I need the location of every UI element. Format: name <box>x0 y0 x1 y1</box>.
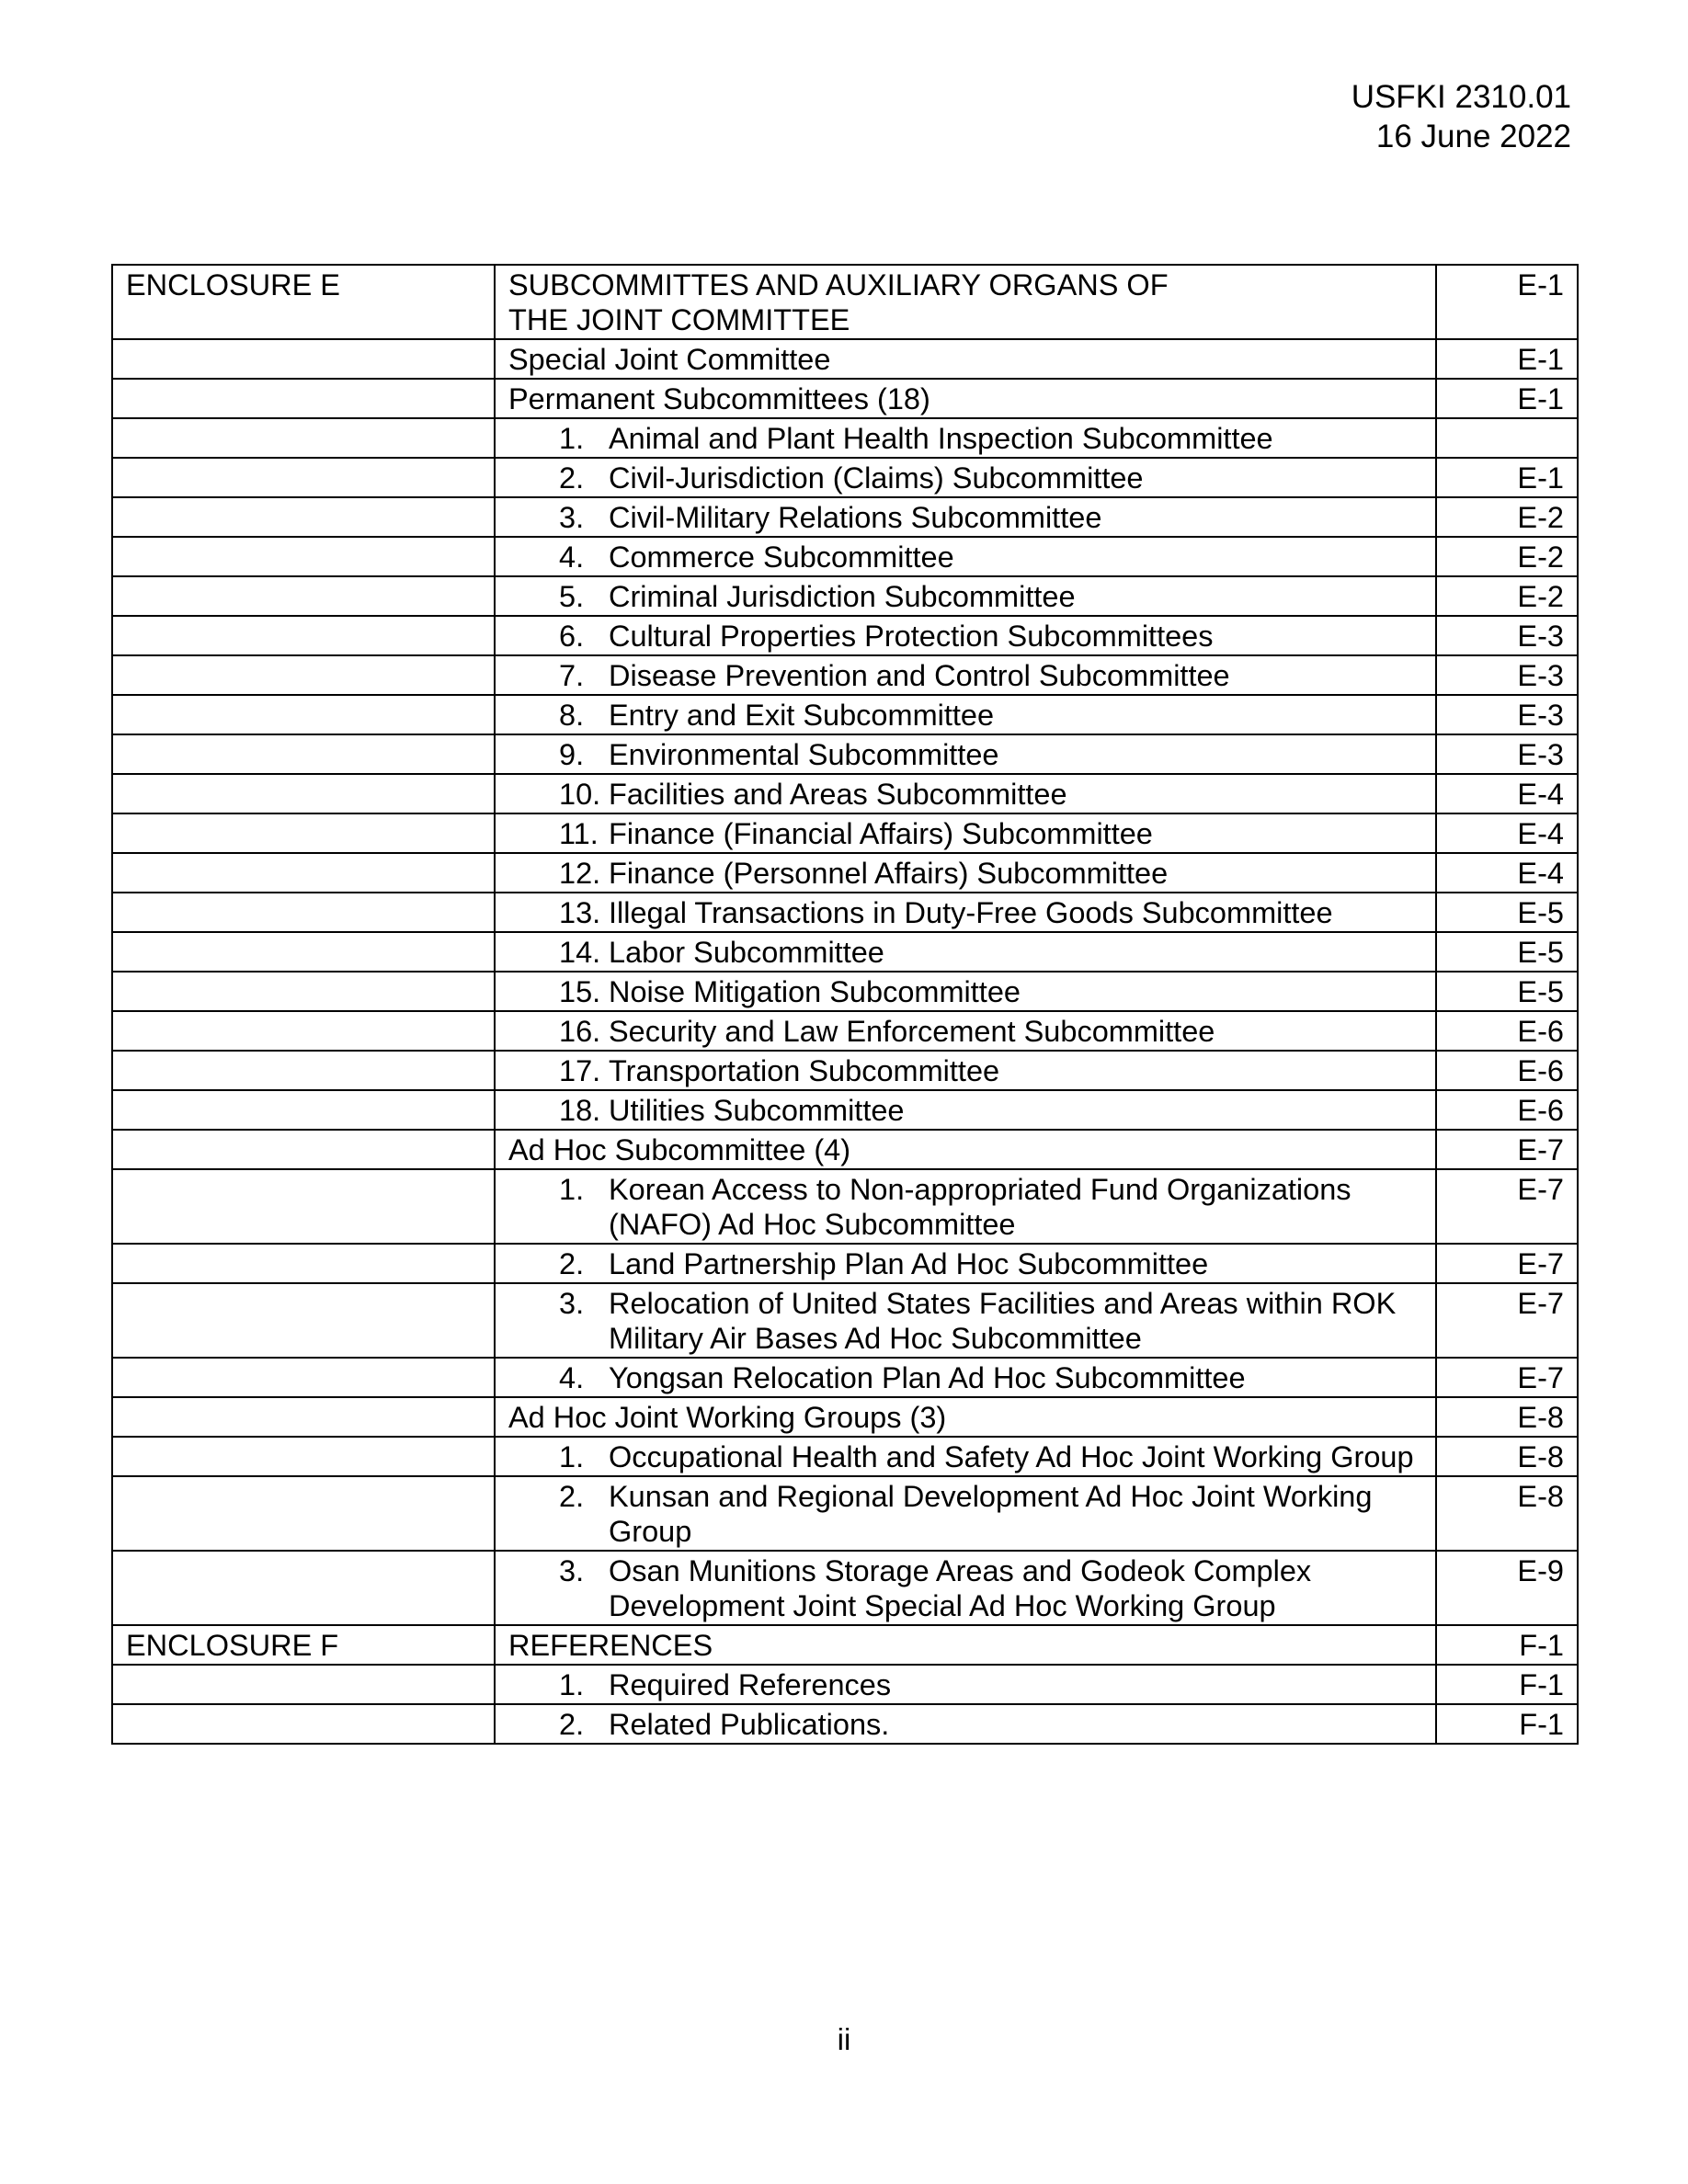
toc-enclosure-cell <box>112 1169 495 1244</box>
toc-page-cell: F-1 <box>1436 1704 1578 1744</box>
toc-enclosure-cell <box>112 774 495 813</box>
toc-entry-number: 14. <box>559 936 601 969</box>
toc-title-cell <box>495 1358 1436 1397</box>
toc-entry-number: 9. <box>559 738 585 771</box>
toc-enclosure-cell <box>112 576 495 616</box>
toc-enclosure-cell <box>112 1704 495 1744</box>
toc-entry-title: Environmental Subcommittee <box>609 738 999 771</box>
toc-enclosure-cell <box>112 695 495 734</box>
toc-enclosure-cell <box>112 616 495 655</box>
toc-row <box>112 1130 1578 1169</box>
toc-row <box>112 1169 1578 1244</box>
toc-entry <box>508 1286 1422 1356</box>
toc-page-cell <box>1436 418 1578 458</box>
toc-entry <box>508 1053 1422 1088</box>
toc-entry-title: Noise Mitigation Subcommittee <box>609 975 1021 1008</box>
toc-entry-number: 1. <box>559 422 585 455</box>
toc-entry-number: 13. <box>559 896 601 929</box>
toc-entry-number: 6. <box>559 620 585 653</box>
toc-entry-title: Korean Access to Non-appropriated Fund Organizations (NAFO) Ad Hoc Subcommittee <box>609 1173 1352 1241</box>
toc-section-title: Permanent Subcommittees (18) <box>508 382 930 415</box>
toc-entry <box>508 974 1422 1009</box>
toc-page-cell: E-5 <box>1436 932 1578 972</box>
page-number: ii <box>837 2022 851 2056</box>
toc-entry <box>508 461 1422 495</box>
toc-entry <box>508 816 1422 851</box>
toc-enclosure-cell <box>112 1130 495 1169</box>
toc-entry <box>508 500 1422 535</box>
toc-entry-title: Relocation of United States Facilities and Areas within ROK Military Air Bases Ad Hoc Subcommittee <box>609 1287 1397 1355</box>
toc-entry <box>508 895 1422 930</box>
toc-entry <box>508 540 1422 574</box>
toc-enclosure-cell <box>112 972 495 1011</box>
toc-row <box>112 1437 1578 1476</box>
toc-page-cell: E-4 <box>1436 813 1578 853</box>
toc-entry-title: Commerce Subcommittee <box>609 540 954 574</box>
toc-row <box>112 1551 1578 1625</box>
toc-entry <box>508 1707 1422 1742</box>
toc-row <box>112 1704 1578 1744</box>
toc-entry <box>508 1553 1422 1623</box>
toc-page-cell: E-7 <box>1436 1283 1578 1358</box>
toc-title-cell <box>495 734 1436 774</box>
toc-page-cell: E-8 <box>1436 1397 1578 1437</box>
toc-entry-number: 18. <box>559 1094 601 1127</box>
toc-entry-number: 3. <box>559 501 585 534</box>
toc-page-cell: E-8 <box>1436 1476 1578 1551</box>
toc-title-cell <box>495 1551 1436 1625</box>
toc-enclosure-cell <box>112 497 495 537</box>
toc-enclosure-cell <box>112 932 495 972</box>
toc-page-cell: E-8 <box>1436 1437 1578 1476</box>
toc-title-cell <box>495 537 1436 576</box>
toc-row <box>112 1011 1578 1051</box>
toc-title-cell <box>495 265 1436 339</box>
toc-page-cell: E-2 <box>1436 576 1578 616</box>
toc-row <box>112 1476 1578 1551</box>
toc-entry-title: Related Publications. <box>609 1708 890 1741</box>
toc-row <box>112 932 1578 972</box>
toc-row <box>112 379 1578 418</box>
toc-enclosure-cell <box>112 813 495 853</box>
toc-page-cell: E-6 <box>1436 1011 1578 1051</box>
toc-row <box>112 418 1578 458</box>
toc-entry-number: 17. <box>559 1054 601 1087</box>
toc-title-cell <box>495 893 1436 932</box>
toc-entry-title: Land Partnership Plan Ad Hoc Subcommittee <box>609 1247 1209 1280</box>
toc-entry <box>508 658 1422 693</box>
toc-entry-title: Finance (Financial Affairs) Subcommittee <box>609 817 1153 850</box>
toc-page-cell: E-4 <box>1436 853 1578 893</box>
toc-entry <box>508 421 1422 456</box>
toc-title-cell <box>495 1625 1436 1665</box>
toc-title-cell <box>495 972 1436 1011</box>
toc-entry-title: Security and Law Enforcement Subcommittee <box>609 1015 1215 1048</box>
toc-enclosure-cell <box>112 1665 495 1704</box>
document-date: 16 June 2022 <box>1375 119 1571 154</box>
toc-enclosure-cell <box>112 1397 495 1437</box>
toc-entry-title: Cultural Properties Protection Subcommittees <box>609 620 1214 653</box>
toc-enclosure-cell <box>112 655 495 695</box>
toc-enclosure-cell <box>112 418 495 458</box>
toc-enclosure-cell: ENCLOSURE E <box>112 265 495 339</box>
toc-entry <box>508 1360 1422 1395</box>
toc-entry-number: 12. <box>559 857 601 890</box>
toc-entry-title: Yongsan Relocation Plan Ad Hoc Subcommittee <box>609 1361 1246 1394</box>
toc-enclosure-cell <box>112 1358 495 1397</box>
toc-enclosure-cell <box>112 339 495 379</box>
toc-title-cell <box>495 1437 1436 1476</box>
toc-enclosure-cell <box>112 1244 495 1283</box>
toc-entry-title: Civil-Military Relations Subcommittee <box>609 501 1102 534</box>
toc-entry-title: Occupational Health and Safety Ad Hoc Joint Working Group <box>609 1440 1414 1473</box>
toc-page-cell: E-5 <box>1436 893 1578 932</box>
toc-page-cell: F-1 <box>1436 1665 1578 1704</box>
toc-row <box>112 734 1578 774</box>
toc-title-cell <box>495 379 1436 418</box>
toc-row <box>112 265 1578 339</box>
toc-page-cell: E-7 <box>1436 1169 1578 1244</box>
toc-entry-title: Utilities Subcommittee <box>609 1094 905 1127</box>
toc-enclosure-cell <box>112 893 495 932</box>
toc-entry-number: 1. <box>559 1440 585 1473</box>
toc-entry <box>508 579 1422 614</box>
toc-enclosure-cell <box>112 853 495 893</box>
toc-page-cell: E-3 <box>1436 734 1578 774</box>
toc-page-cell: E-7 <box>1436 1130 1578 1169</box>
toc-entry-number: 1. <box>559 1668 585 1701</box>
toc-row <box>112 458 1578 497</box>
toc-title-cell <box>495 1169 1436 1244</box>
toc-title-cell <box>495 418 1436 458</box>
document-header <box>1352 77 1571 156</box>
toc-title-cell <box>495 576 1436 616</box>
toc-entry <box>508 1014 1422 1049</box>
toc-entry-title: Transportation Subcommittee <box>609 1054 1000 1087</box>
toc-enclosure-cell <box>112 379 495 418</box>
toc-page-cell: E-7 <box>1436 1244 1578 1283</box>
toc-entry <box>508 1172 1422 1242</box>
toc-row <box>112 972 1578 1011</box>
toc-title-cell <box>495 1090 1436 1130</box>
toc-page-cell: E-6 <box>1436 1090 1578 1130</box>
toc-title-cell <box>495 1704 1436 1744</box>
toc-entry <box>508 737 1422 772</box>
toc-row <box>112 339 1578 379</box>
toc-entry-number: 16. <box>559 1015 601 1048</box>
toc-page-cell: E-6 <box>1436 1051 1578 1090</box>
toc-enclosure-cell <box>112 1437 495 1476</box>
toc-title-cell <box>495 339 1436 379</box>
toc-entry-title: Entry and Exit Subcommittee <box>609 699 995 732</box>
toc-page-cell: E-9 <box>1436 1551 1578 1625</box>
toc-title-cell <box>495 1244 1436 1283</box>
toc-title-cell <box>495 853 1436 893</box>
toc-row <box>112 616 1578 655</box>
toc-page-cell: E-3 <box>1436 616 1578 655</box>
toc-entry-number: 2. <box>559 1480 585 1513</box>
toc-enclosure-cell <box>112 458 495 497</box>
toc-page-cell: E-4 <box>1436 774 1578 813</box>
toc-title-cell <box>495 813 1436 853</box>
toc-entry-number: 3. <box>559 1287 585 1320</box>
toc-row <box>112 576 1578 616</box>
toc-entry-title: Labor Subcommittee <box>609 936 884 969</box>
toc-title-cell <box>495 1283 1436 1358</box>
toc-enclosure-cell <box>112 1283 495 1358</box>
toc-page-cell: E-3 <box>1436 655 1578 695</box>
toc-row <box>112 853 1578 893</box>
toc-row <box>112 774 1578 813</box>
toc-row <box>112 1665 1578 1704</box>
toc-enclosure-cell <box>112 1476 495 1551</box>
toc-entry <box>508 619 1422 654</box>
toc-entry-number: 2. <box>559 1708 585 1741</box>
toc-enclosure-cell <box>112 1090 495 1130</box>
toc-page-cell: E-7 <box>1436 1358 1578 1397</box>
toc-entry-title: Disease Prevention and Control Subcommittee <box>609 659 1230 692</box>
toc-entry <box>508 1439 1422 1474</box>
toc-section-title: Ad Hoc Joint Working Groups (3) <box>508 1401 947 1434</box>
toc-entry-title: Facilities and Areas Subcommittee <box>609 778 1067 811</box>
toc-title-cell <box>495 458 1436 497</box>
toc-entry-number: 2. <box>559 461 585 495</box>
toc-entry <box>508 777 1422 812</box>
toc-page-cell: E-3 <box>1436 695 1578 734</box>
table-of-contents <box>111 264 1579 1745</box>
toc-title-cell <box>495 774 1436 813</box>
toc-title-cell <box>495 1665 1436 1704</box>
toc-section-title: SUBCOMMITTES AND AUXILIARY ORGANS OF THE JOINT COMMITTEE <box>508 268 1169 336</box>
toc-row <box>112 813 1578 853</box>
toc-entry-number: 10. <box>559 778 601 811</box>
toc-enclosure-cell <box>112 1011 495 1051</box>
toc-enclosure-cell <box>112 537 495 576</box>
toc-section-title: Special Joint Committee <box>508 343 831 376</box>
toc-entry-number: 11. <box>559 817 599 850</box>
toc-row <box>112 655 1578 695</box>
toc-enclosure-cell <box>112 734 495 774</box>
toc-enclosure-cell <box>112 1551 495 1625</box>
toc-page-cell: E-1 <box>1436 339 1578 379</box>
toc-entry-number: 2. <box>559 1247 585 1280</box>
toc-row <box>112 497 1578 537</box>
toc-title-cell <box>495 497 1436 537</box>
toc-page-cell: E-2 <box>1436 497 1578 537</box>
toc-entry <box>508 1667 1422 1702</box>
toc-entry <box>508 1093 1422 1128</box>
toc-entry-title: Finance (Personnel Affairs) Subcommittee <box>609 857 1169 890</box>
toc-page-cell: E-5 <box>1436 972 1578 1011</box>
toc-entry-number: 4. <box>559 540 585 574</box>
toc-title-cell <box>495 1130 1436 1169</box>
toc-row <box>112 893 1578 932</box>
toc-entry-number: 3. <box>559 1554 585 1587</box>
toc-entry <box>508 698 1422 733</box>
toc-row <box>112 695 1578 734</box>
toc-row <box>112 1090 1578 1130</box>
toc-row <box>112 1283 1578 1358</box>
toc-row <box>112 1625 1578 1665</box>
toc-entry-title: Animal and Plant Health Inspection Subcommittee <box>609 422 1273 455</box>
toc-title-cell <box>495 655 1436 695</box>
toc-entry-title: Criminal Jurisdiction Subcommittee <box>609 580 1076 613</box>
document-number: USFKI 2310.01 <box>1351 79 1571 115</box>
toc-entry-number: 4. <box>559 1361 585 1394</box>
toc-row <box>112 1244 1578 1283</box>
toc-title-cell <box>495 1476 1436 1551</box>
toc-page-cell: E-2 <box>1436 537 1578 576</box>
toc-section-title: REFERENCES <box>508 1629 713 1662</box>
toc-page-cell: E-1 <box>1436 265 1578 339</box>
toc-entry-title: Required References <box>609 1668 892 1701</box>
toc-entry-number: 8. <box>559 699 585 732</box>
toc-enclosure-cell: ENCLOSURE F <box>112 1625 495 1665</box>
toc-page-cell: E-1 <box>1436 458 1578 497</box>
toc-section-title: Ad Hoc Subcommittee (4) <box>508 1133 851 1166</box>
toc-enclosure-cell <box>112 1051 495 1090</box>
toc-row <box>112 1397 1578 1437</box>
toc-body <box>112 265 1578 1744</box>
toc-entry-number: 15. <box>559 975 601 1008</box>
toc-entry-number: 7. <box>559 659 585 692</box>
toc-title-cell <box>495 1011 1436 1051</box>
toc-entry-title: Osan Munitions Storage Areas and Godeok Complex Development Joint Special Ad Hoc Working Group <box>609 1554 1312 1622</box>
toc-entry-title: Civil-Jurisdiction (Claims) Subcommittee <box>609 461 1144 495</box>
toc-entry <box>508 1246 1422 1281</box>
toc-entry-title: Kunsan and Regional Development Ad Hoc Joint Working Group <box>609 1480 1373 1548</box>
toc-entry-number: 1. <box>559 1173 585 1206</box>
toc-page-cell: E-1 <box>1436 379 1578 418</box>
toc-title-cell <box>495 932 1436 972</box>
toc-row <box>112 1358 1578 1397</box>
toc-entry-title: Illegal Transactions in Duty-Free Goods Subcommittee <box>609 896 1333 929</box>
toc-entry-number: 5. <box>559 580 585 613</box>
toc-page-cell: F-1 <box>1436 1625 1578 1665</box>
toc-entry <box>508 1479 1422 1549</box>
toc-entry <box>508 935 1422 970</box>
toc-entry <box>508 856 1422 891</box>
toc-title-cell <box>495 1397 1436 1437</box>
toc-title-cell <box>495 695 1436 734</box>
toc-row <box>112 537 1578 576</box>
toc-title-cell <box>495 1051 1436 1090</box>
toc-row <box>112 1051 1578 1090</box>
toc-title-cell <box>495 616 1436 655</box>
